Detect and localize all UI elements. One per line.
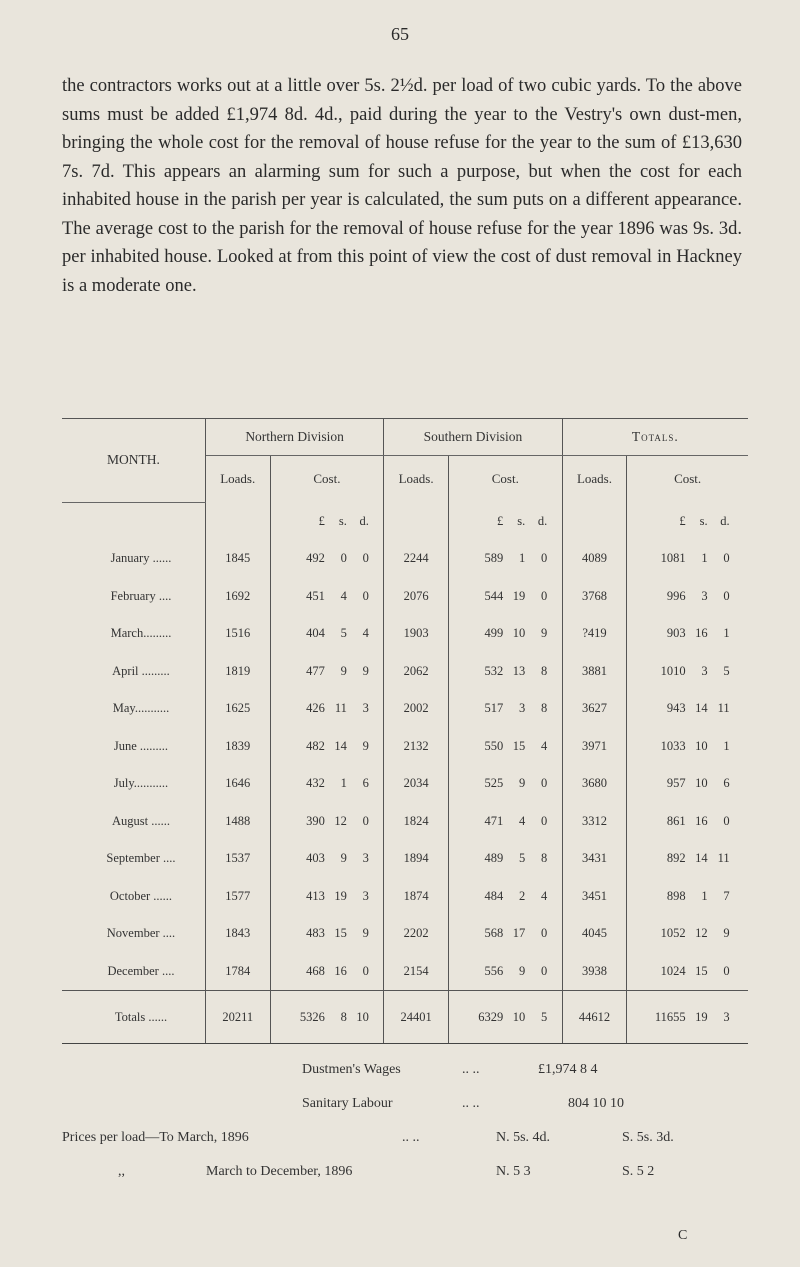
southern-cost-pence: 8 (541, 663, 548, 678)
southern-cost-pence: 0 (541, 813, 548, 828)
month-cell: January ...... (62, 540, 205, 578)
table-row (62, 803, 748, 841)
total-cost-shillings: 1 (701, 551, 708, 566)
total-cost-pounds: 861 (666, 813, 686, 828)
total-loads: 3881 (562, 653, 627, 691)
prices-label-2: March to December, 1896 (206, 1164, 353, 1179)
northern-cost-pounds: 451 (306, 588, 325, 603)
northern-cost-pence: 9 (362, 738, 369, 753)
northern-cost-pence: 0 (362, 588, 369, 603)
northern-loads: 1537 (205, 840, 270, 878)
month-header: MONTH. (62, 419, 205, 503)
total-cost-pence: 0 (723, 963, 730, 978)
northern-cost-shillings: 11 (334, 701, 347, 716)
southern-cost-pence: 0 (541, 588, 548, 603)
northern-cost-shillings: 8 (340, 1009, 347, 1024)
month-cell: May........... (62, 690, 205, 728)
table-row (62, 840, 748, 878)
southern-cost-pounds: 489 (484, 851, 504, 866)
month-cell: June ......... (62, 728, 205, 766)
total-loads: 3451 (562, 878, 627, 916)
total-cost-pence: 9 (723, 926, 730, 941)
total-cost-pence: 7 (723, 888, 730, 903)
table-row (62, 615, 748, 653)
total-cost-shillings: 15 (695, 963, 708, 978)
southern-loads: 2154 (384, 953, 449, 991)
southern-cost-pence: 4 (541, 738, 548, 753)
northern-loads: 1845 (205, 540, 270, 578)
southern-loads: 2244 (384, 540, 449, 578)
refuse-removal-table (62, 418, 748, 1044)
totals-loads-header: Loads. (562, 456, 627, 503)
total-loads: 3312 (562, 803, 627, 841)
total-cost-pence: 3 (723, 1009, 730, 1024)
month-cell: December .... (62, 953, 205, 991)
northern-loads: 1692 (205, 578, 270, 616)
northern-cost-shillings: 9 (340, 663, 347, 678)
northern-cost-header: Cost. (270, 456, 384, 503)
southern-cost-pounds: 471 (484, 813, 504, 828)
northern-cost-shillings: 16 (334, 963, 347, 978)
total-cost-pounds: 1033 (660, 738, 686, 753)
northern-cost-pence: 3 (362, 888, 369, 903)
southern-cost-header: Cost. (448, 456, 562, 503)
total-cost-shillings: 19 (695, 1009, 708, 1024)
prices-label: Prices per load—To March, 1896 (62, 1130, 249, 1145)
northern-cost-pounds: 426 (306, 701, 325, 716)
total-cost-shillings: 3 (701, 663, 708, 678)
southern-cost-pence: 0 (541, 776, 548, 791)
northern-loads: 1784 (205, 953, 270, 991)
northern-cost-shillings: 15 (334, 926, 347, 941)
northern-cost-pence: 0 (362, 963, 369, 978)
southern-loads: 2002 (384, 690, 449, 728)
southern-loads-header: Loads. (384, 456, 449, 503)
month-cell: August ...... (62, 803, 205, 841)
southern-cost-shillings: 2 (519, 888, 526, 903)
southern-loads: 1874 (384, 878, 449, 916)
southern-cost-shillings: 4 (519, 813, 526, 828)
northern-loads-header: Loads. (205, 456, 270, 503)
northern-cost-shillings: 4 (340, 588, 347, 603)
month-cell: October ...... (62, 878, 205, 916)
totals-header: Totals. (562, 419, 748, 456)
southern-cost-shillings: 10 (512, 626, 526, 641)
total-cost-shillings: 3 (701, 588, 708, 603)
total-loads: 4045 (562, 915, 627, 953)
total-loads: 44612 (562, 991, 627, 1044)
dustmen-wages-dots: .. .. (462, 1062, 480, 1077)
total-cost-shillings: 1 (701, 888, 708, 903)
northern-cost-pounds: 482 (306, 738, 325, 753)
northern-loads: 20211 (205, 991, 270, 1044)
total-cost-pence: 0 (723, 551, 730, 566)
table-row (62, 765, 748, 803)
table-row (62, 728, 748, 766)
southern-loads: 2034 (384, 765, 449, 803)
sanitary-labour-value: 804 10 10 (568, 1096, 624, 1111)
total-cost-pounds: 903 (666, 626, 686, 641)
northern-cost-shillings: 19 (334, 888, 347, 903)
total-cost-pounds: 1024 (660, 963, 686, 978)
northern-loads: 1488 (205, 803, 270, 841)
total-cost-shillings: 10 (695, 738, 708, 753)
northern-division-header: Northern Division (205, 419, 383, 456)
total-cost-pounds: 957 (666, 776, 686, 791)
table-row (62, 540, 748, 578)
southern-cost-pence: 0 (541, 926, 548, 941)
southern-cost-shillings: 10 (512, 1009, 526, 1024)
southern-loads: 2132 (384, 728, 449, 766)
northern-cost-pence: 4 (362, 626, 369, 641)
southern-division-header: Southern Division (384, 419, 562, 456)
southern-cost-pounds: 556 (484, 963, 504, 978)
prices-south-2: S. 5 2 (622, 1164, 655, 1179)
northern-cost-pounds: 432 (306, 776, 325, 791)
northern-cost-pence: 0 (362, 551, 369, 566)
table-row (62, 578, 748, 616)
northern-loads: 1625 (205, 690, 270, 728)
total-cost-pounds: 11655 (654, 1009, 686, 1024)
southern-cost-pounds: 550 (484, 738, 504, 753)
southern-cost-shillings: 17 (512, 926, 526, 941)
northern-loads: 1577 (205, 878, 270, 916)
northern-cost-shillings: 5 (340, 626, 347, 641)
total-cost-shillings: 10 (695, 776, 708, 791)
southern-cost-pounds: 484 (484, 888, 504, 903)
northern-cost-pounds: 404 (306, 626, 325, 641)
southern-loads: 1903 (384, 615, 449, 653)
sanitary-labour-dots: .. .. (462, 1096, 480, 1111)
total-cost-pounds: 1052 (660, 926, 686, 941)
totals-row (62, 991, 748, 1044)
total-cost-shillings: 14 (695, 701, 708, 716)
table-row (62, 878, 748, 916)
month-cell: July........... (62, 765, 205, 803)
southern-cost-pounds: 517 (484, 701, 504, 716)
northern-cost-pounds: 5326 (299, 1009, 325, 1024)
northern-cost-pence: 9 (362, 926, 369, 941)
northern-cost-shillings: 9 (340, 851, 347, 866)
total-cost-pence: 11 (717, 701, 730, 716)
northern-cost-pounds: 390 (306, 813, 325, 828)
total-cost-pounds: 1010 (660, 663, 686, 678)
units-row: £ s. d. £ s. d. £ s. d. (62, 502, 748, 540)
total-cost-pence: 1 (723, 738, 730, 753)
body-paragraph: the contractors works out at a little over 5s. 2½d. per load of two cubic yards. To the above sums must be added £1,974 8d. 4d., paid during the year to the Vestry's own dust-men, bringing the whole cost for the removal of house refuse for the year to the sum of £13,630 7s. 7d. This appears an alarming sum for such a purpose, but when the cost for each inhabited house in the parish per year is calculated, the sum puts on a different appearance. The average cost to the parish for the removal of house refuse for the year 1896 was 9s. 3d. per inhabited house. Looked at from this point of view the cost of dust removal in Hackney is a moderate one. (62, 76, 742, 296)
dustmen-wages-value: £1,974 8 4 (538, 1062, 598, 1077)
total-cost-pence: 0 (723, 813, 730, 828)
prices-ditto: ,, (118, 1164, 125, 1179)
total-cost-pounds: 892 (666, 851, 686, 866)
southern-cost-pence: 8 (541, 701, 548, 716)
northern-loads: 1843 (205, 915, 270, 953)
totals-cost-header: Cost. (674, 471, 702, 486)
southern-cost-pounds: 532 (484, 663, 504, 678)
northern-cost-pounds: 492 (306, 551, 325, 566)
total-cost-pence: 0 (723, 588, 730, 603)
northern-cost-shillings: 1 (340, 776, 347, 791)
table-row (62, 953, 748, 991)
southern-cost-pence: 9 (541, 626, 548, 641)
southern-cost-pence: 8 (541, 851, 548, 866)
southern-cost-shillings: 9 (519, 776, 526, 791)
southern-loads: 1894 (384, 840, 449, 878)
total-cost-shillings: 16 (695, 813, 708, 828)
southern-cost-pence: 0 (541, 551, 548, 566)
total-loads: 3971 (562, 728, 627, 766)
southern-loads: 2076 (384, 578, 449, 616)
prices-north-2: N. 5 3 (496, 1164, 531, 1179)
total-cost-pounds: 996 (666, 588, 686, 603)
southern-cost-pence: 5 (541, 1009, 548, 1024)
northern-cost-pounds: 468 (306, 963, 325, 978)
page-number: 65 (391, 24, 409, 44)
total-loads: 3938 (562, 953, 627, 991)
southern-cost-pounds: 525 (484, 776, 504, 791)
southern-cost-pence: 0 (541, 963, 548, 978)
southern-cost-pounds: 568 (484, 926, 504, 941)
northern-cost-pence: 3 (362, 701, 369, 716)
northern-cost-pounds: 483 (306, 926, 325, 941)
northern-cost-pounds: 477 (306, 663, 325, 678)
northern-cost-pence: 3 (362, 851, 369, 866)
signature-letter: C (678, 1228, 688, 1243)
southern-cost-shillings: 19 (512, 588, 526, 603)
total-loads: ?419 (562, 615, 627, 653)
total-cost-pence: 5 (723, 663, 730, 678)
southern-cost-shillings: 9 (519, 963, 526, 978)
northern-loads: 1646 (205, 765, 270, 803)
table-row (62, 690, 748, 728)
prices-south-1: S. 5s. 3d. (622, 1130, 674, 1145)
southern-cost-shillings: 3 (519, 701, 526, 716)
southern-cost-shillings: 15 (512, 738, 526, 753)
northern-cost-pounds: 413 (306, 888, 325, 903)
dustmen-wages-label: Dustmen's Wages (302, 1062, 401, 1077)
northern-loads: 1516 (205, 615, 270, 653)
northern-cost-pence: 9 (362, 663, 369, 678)
northern-cost-pence: 10 (356, 1009, 369, 1024)
total-cost-pounds: 1081 (660, 551, 686, 566)
table-row (62, 915, 748, 953)
month-cell: February .... (62, 578, 205, 616)
month-cell: March......... (62, 615, 205, 653)
prices-dots: .. .. (402, 1130, 420, 1145)
total-cost-shillings: 14 (695, 851, 708, 866)
total-cost-pence: 11 (717, 851, 730, 866)
sanitary-labour-label: Sanitary Labour (302, 1096, 393, 1111)
northern-cost-shillings: 0 (340, 551, 347, 566)
total-loads: 3627 (562, 690, 627, 728)
southern-cost-pounds: 544 (484, 588, 504, 603)
southern-cost-shillings: 5 (519, 851, 526, 866)
total-loads: 3680 (562, 765, 627, 803)
total-cost-pence: 6 (723, 776, 730, 791)
total-cost-pounds: 898 (666, 888, 686, 903)
table-row (62, 653, 748, 691)
total-loads: 4089 (562, 540, 627, 578)
southern-loads: 24401 (384, 991, 449, 1044)
northern-cost-pence: 0 (362, 813, 369, 828)
month-cell: November .... (62, 915, 205, 953)
southern-cost-pounds: 589 (484, 551, 504, 566)
total-cost-shillings: 12 (695, 926, 708, 941)
total-loads: 3768 (562, 578, 627, 616)
northern-cost-pounds: 403 (306, 851, 325, 866)
southern-loads: 2062 (384, 653, 449, 691)
month-cell: September .... (62, 840, 205, 878)
total-loads: 3431 (562, 840, 627, 878)
southern-cost-pounds: 499 (484, 626, 504, 641)
northern-loads: 1819 (205, 653, 270, 691)
northern-cost-shillings: 14 (334, 738, 347, 753)
northern-cost-shillings: 12 (334, 813, 347, 828)
southern-cost-shillings: 1 (519, 551, 526, 566)
month-cell: April ......... (62, 653, 205, 691)
northern-loads: 1839 (205, 728, 270, 766)
month-cell: Totals ...... (62, 991, 205, 1044)
prices-north-1: N. 5s. 4d. (496, 1130, 551, 1145)
southern-cost-pence: 4 (541, 888, 548, 903)
southern-loads: 1824 (384, 803, 449, 841)
southern-loads: 2202 (384, 915, 449, 953)
northern-cost-pence: 6 (362, 776, 369, 791)
total-cost-pounds: 943 (666, 701, 686, 716)
total-cost-shillings: 16 (695, 626, 708, 641)
southern-cost-pounds: 6329 (478, 1009, 504, 1024)
southern-cost-shillings: 13 (512, 663, 526, 678)
total-cost-pence: 1 (723, 626, 730, 641)
